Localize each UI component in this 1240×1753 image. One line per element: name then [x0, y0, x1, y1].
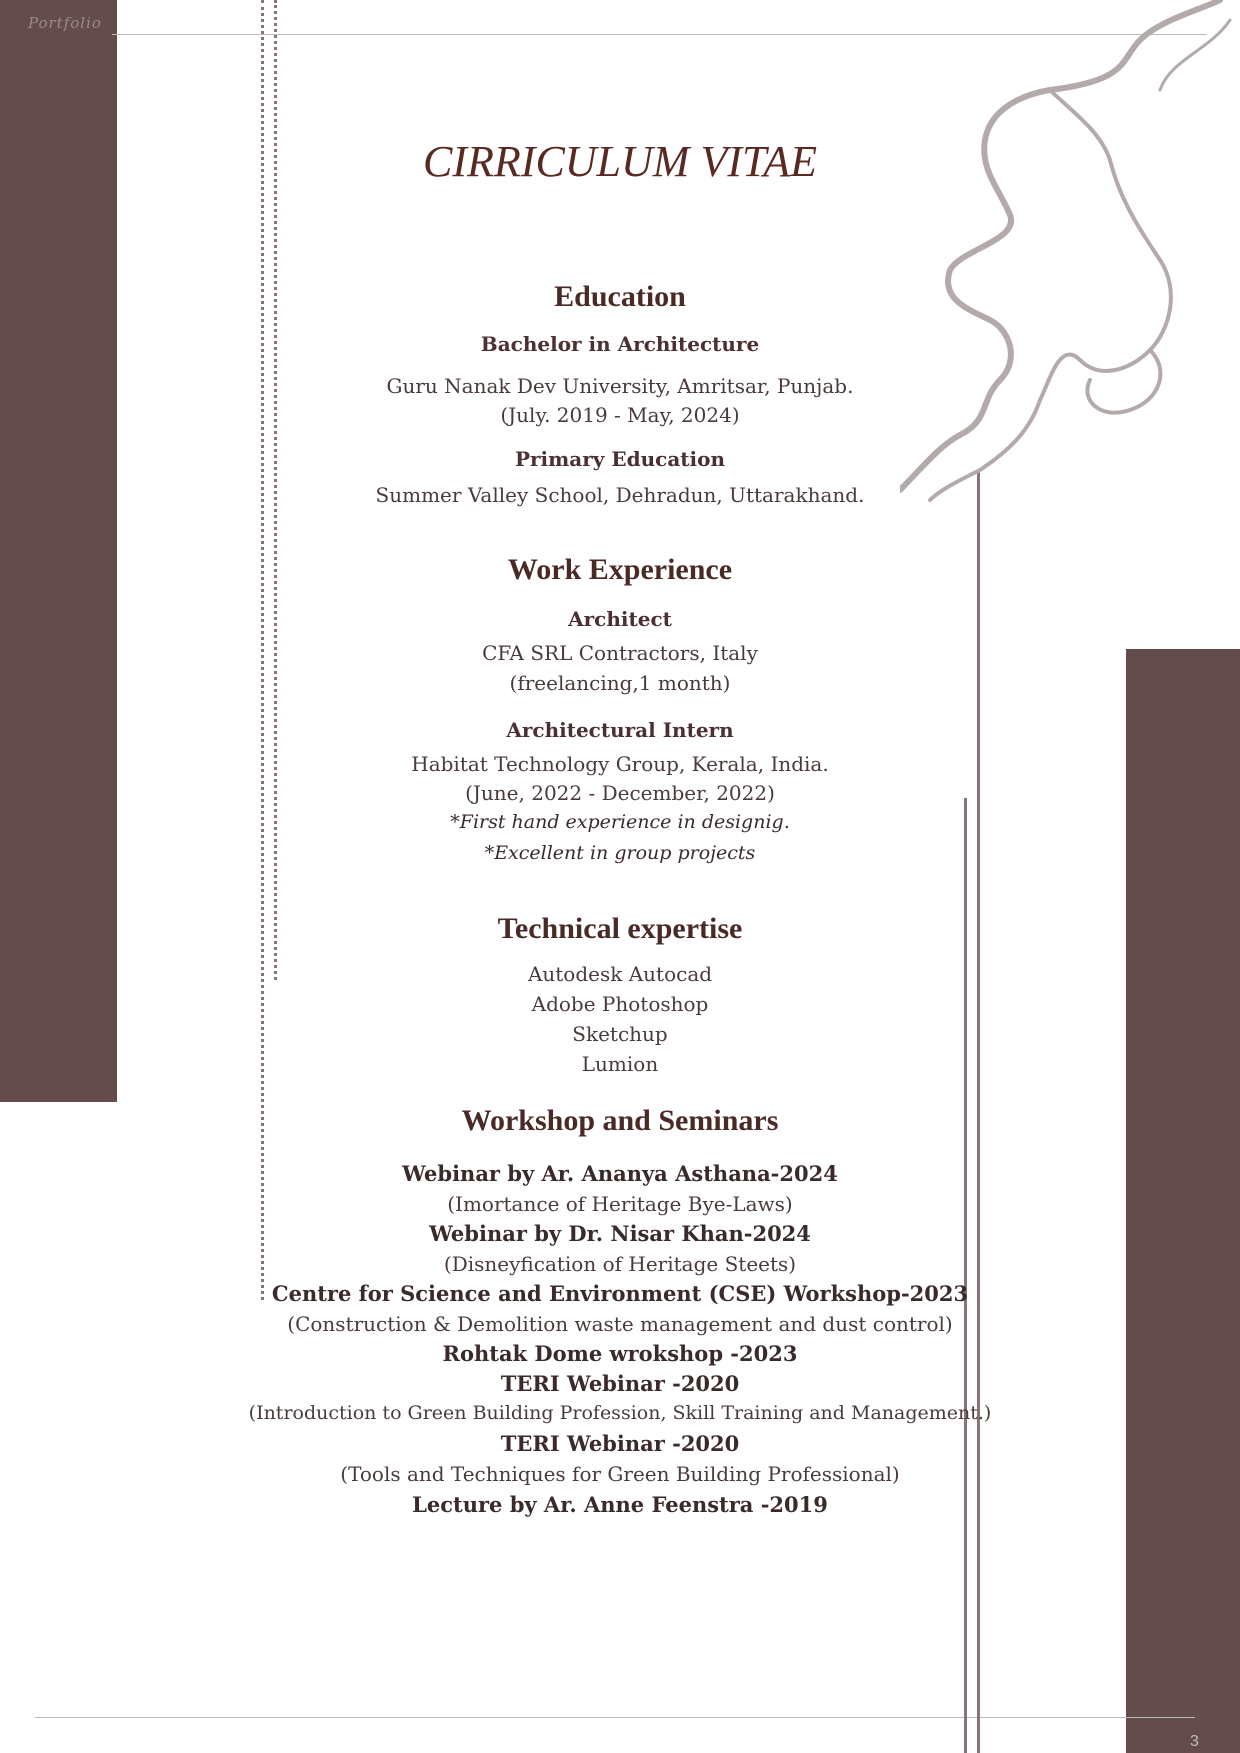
page-title: CIRRICULUM VITAE: [423, 137, 817, 186]
technical-item: Adobe Photoshop: [531, 992, 709, 1016]
workshop-title: Webinar by Dr. Nisar Khan-2024: [429, 1221, 811, 1246]
workshop-title: Centre for Science and Environment (CSE) Workshop-2023: [271, 1281, 969, 1306]
education-heading: Education: [554, 280, 686, 313]
page-number: 3: [1190, 1733, 1199, 1750]
workshop-title: Lecture by Ar. Anne Feenstra -2019: [412, 1492, 828, 1517]
workshop-title: TERI Webinar -2020: [500, 1371, 740, 1396]
workshop-title: Rohtak Dome wrokshop -2023: [442, 1341, 798, 1366]
bottom-divider: [35, 1717, 1195, 1718]
job-period: (June, 2022 - December, 2022): [465, 781, 775, 805]
workshop-topic: (Construction & Demolition waste management and dust control): [287, 1312, 953, 1336]
workshop-topic: (Tools and Techniques for Green Building Professional): [340, 1462, 900, 1486]
school-name: Summer Valley School, Dehradun, Uttarakhand.: [375, 483, 865, 507]
degree-title: Bachelor in Architecture: [480, 332, 760, 356]
right-color-panel: [1126, 649, 1240, 1753]
degree-period: (July. 2019 - May, 2024): [500, 403, 740, 427]
workshop-topic: (Introduction to Green Building Profession, Skill Training and Management.): [248, 1402, 992, 1424]
brand-signature: Portfolio: [28, 14, 102, 32]
university-name: Guru Nanak Dev University, Amritsar, Punjab.: [386, 374, 854, 398]
work-note: *First hand experience in designig.: [450, 811, 790, 833]
primary-education-title: Primary Education: [514, 447, 726, 471]
job-company: CFA SRL Contractors, Italy: [482, 641, 758, 665]
workshop-topic: (Imortance of Heritage Bye-Laws): [447, 1192, 793, 1216]
technical-item: Lumion: [581, 1052, 659, 1076]
work-heading: Work Experience: [507, 553, 733, 586]
river-map-decoration: [900, 0, 1240, 520]
job-company: Habitat Technology Group, Kerala, India.: [411, 752, 829, 776]
work-note: *Excellent in group projects: [484, 842, 756, 864]
job-role: Architectural Intern: [506, 718, 734, 742]
job-period: (freelancing,1 month): [509, 671, 731, 695]
job-role: Architect: [568, 607, 672, 631]
workshops-heading: Workshop and Seminars: [461, 1104, 779, 1137]
left-color-panel: [0, 0, 117, 1102]
workshop-title: TERI Webinar -2020: [500, 1431, 740, 1456]
workshop-topic: (Disneyfication of Heritage Steets): [443, 1252, 797, 1276]
technical-item: Autodesk Autocad: [527, 962, 713, 986]
technical-item: Sketchup: [572, 1022, 668, 1046]
workshop-title: Webinar by Ar. Ananya Asthana-2024: [402, 1161, 838, 1186]
technical-heading: Technical expertise: [497, 912, 743, 945]
